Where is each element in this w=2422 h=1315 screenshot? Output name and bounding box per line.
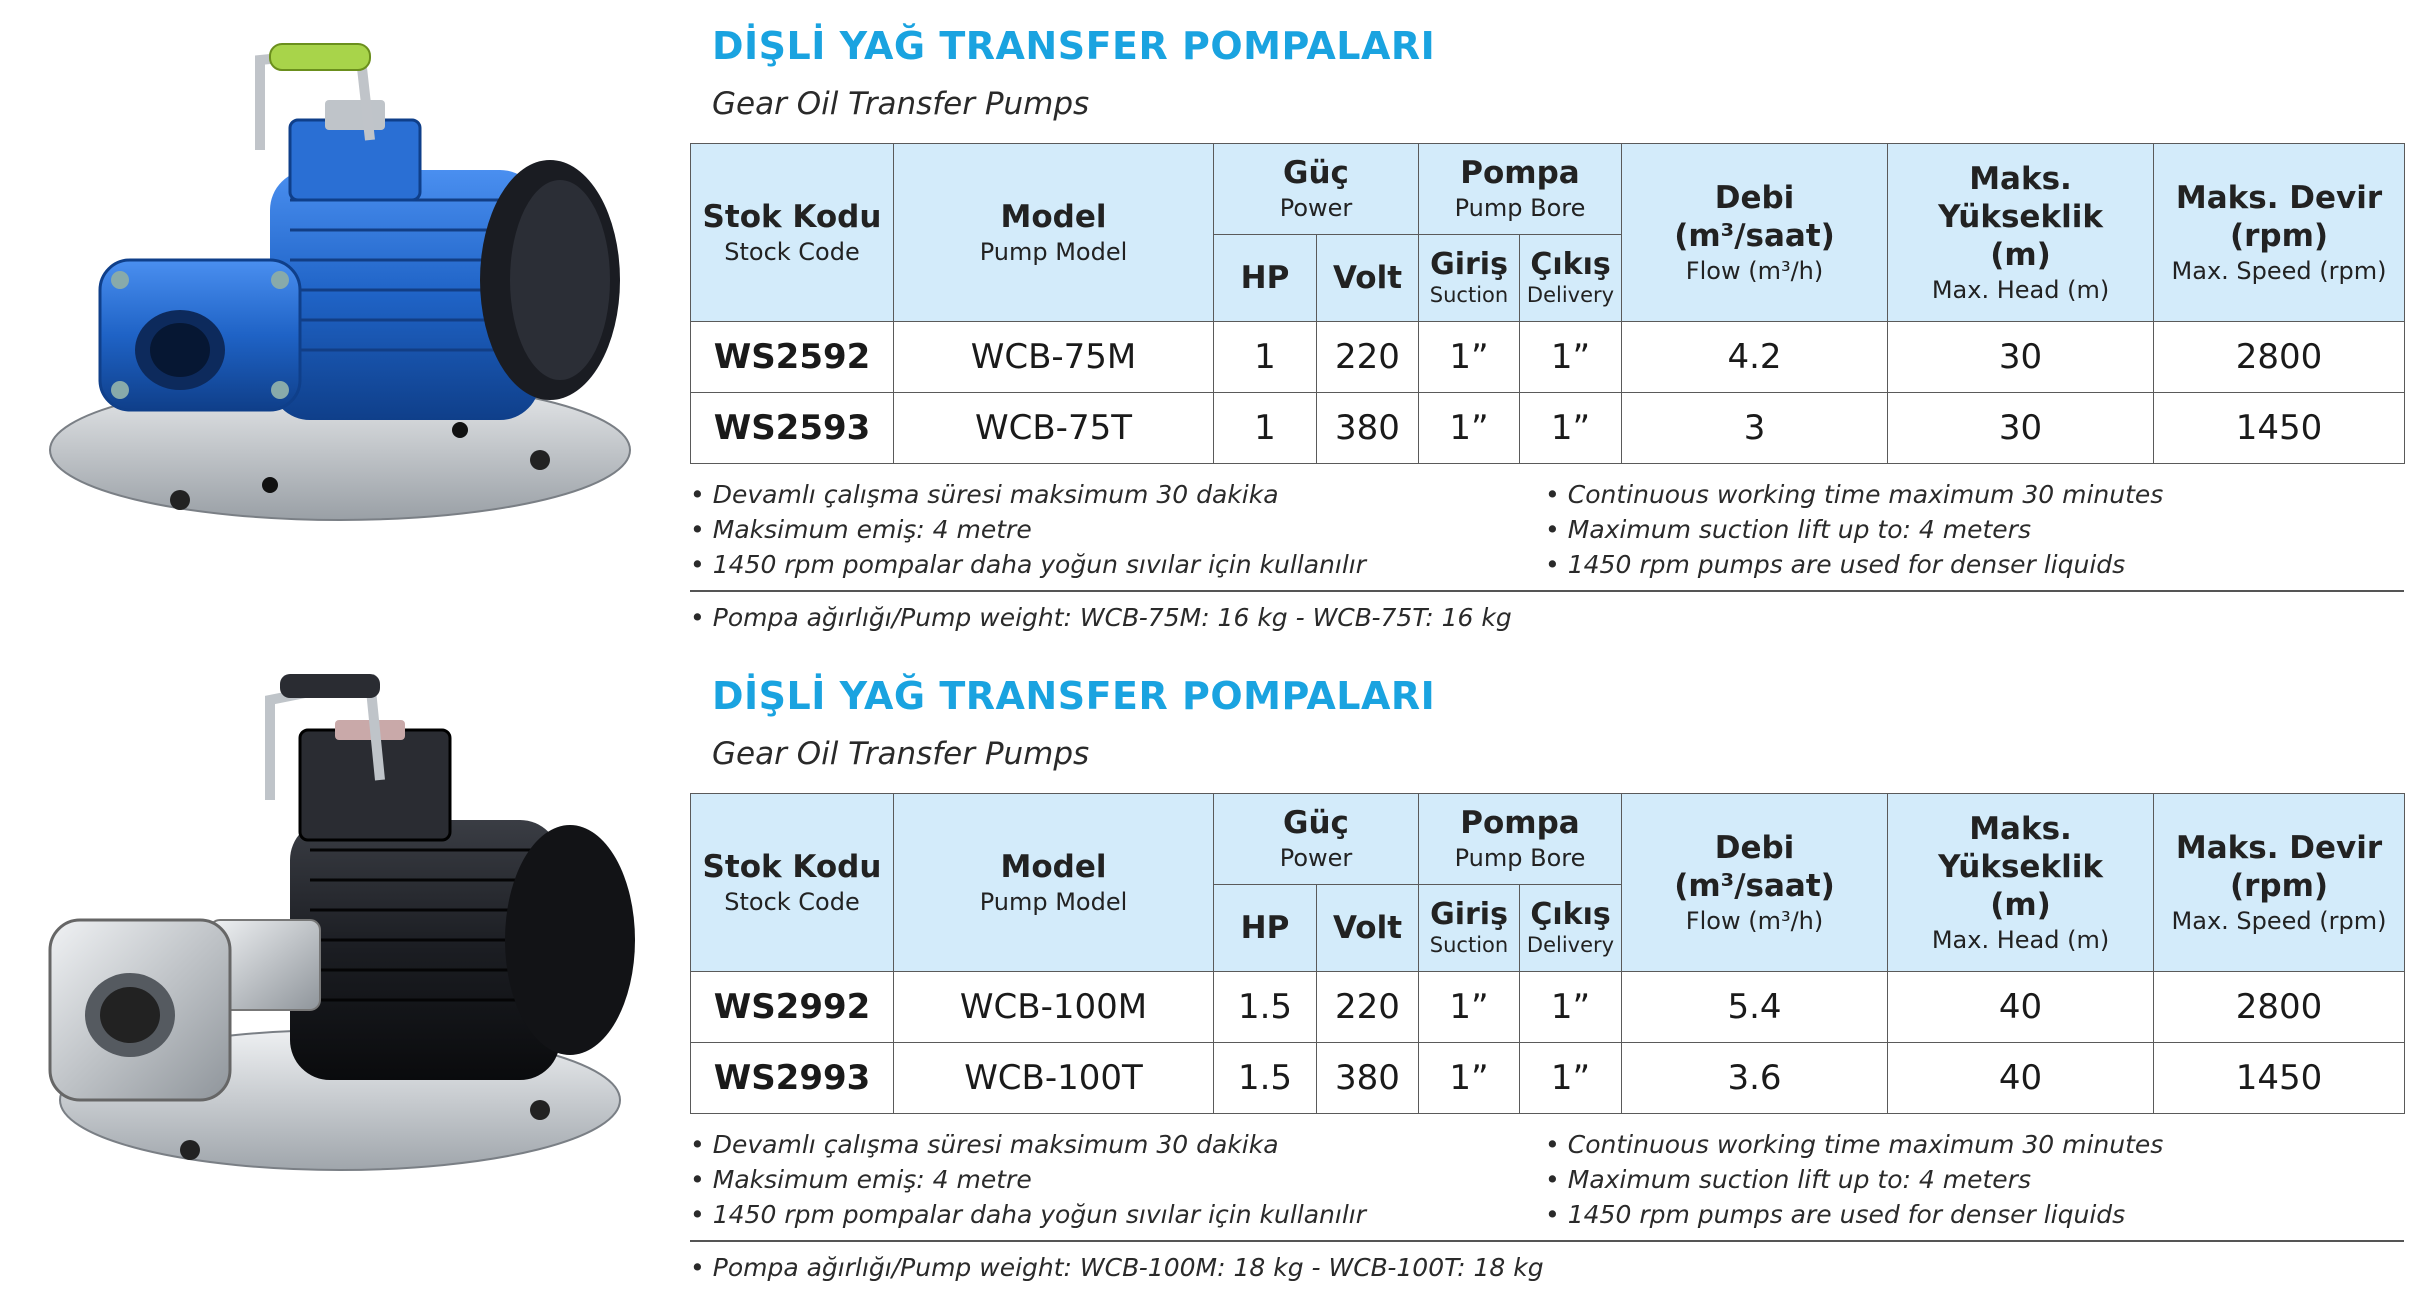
cell-flow: 5.4 [1622,972,1888,1043]
cell-stock-code: WS2993 [691,1043,894,1114]
table-row [691,972,2405,1043]
cell-speed: 1450 [2154,1043,2405,1114]
header-max-speed: Maks. Devir (rpm) Max. Speed (rpm) [2154,794,2405,972]
header-flow: Debi (m³/saat) Flow (m³/h) [1622,794,1888,972]
header-delivery: Çıkış Delivery [1520,885,1622,972]
cell-hp: 1.5 [1214,972,1317,1043]
cell-model: WCB-100T [894,1043,1214,1114]
header-suction: Giriş Suction [1419,885,1520,972]
header-hp: HP [1214,885,1317,972]
note-item: • Maksimum emiş: 4 metre [690,1165,1032,1194]
header-pump-bore: Pompa Pump Bore [1419,794,1622,885]
note-item: • Maximum suction lift up to: 4 meters [1545,1165,2031,1194]
header-max-head: Maks. Yükseklik (m) Max. Head (m) [1888,794,2154,972]
blue-gear-pump-photo [40,30,660,550]
cell-delivery: 1” [1520,972,1622,1043]
section-title: DİŞLİ YAĞ TRANSFER POMPALARI [712,24,1436,68]
cell-model: WCB-75M [894,322,1214,393]
cell-volt: 380 [1317,393,1419,464]
note-item: • 1450 rpm pumps are used for denser liquids [1545,1200,2126,1229]
cell-stock-code: WS2593 [691,393,894,464]
header-delivery: Çıkış Delivery [1520,235,1622,322]
table-row [691,322,2405,393]
header-power: Güç Power [1214,794,1419,885]
table-row [691,1043,2405,1114]
cell-model: WCB-100M [894,972,1214,1043]
cell-delivery: 1” [1520,322,1622,393]
cell-volt: 220 [1317,322,1419,393]
cell-suction: 1” [1419,322,1520,393]
section-subtitle: Gear Oil Transfer Pumps [712,736,1090,772]
cell-head: 30 [1888,322,2154,393]
header-pump-bore: Pompa Pump Bore [1419,144,1622,235]
note-item: • Devamlı çalışma süresi maksimum 30 dakika [690,480,1279,509]
header-hp: HP [1214,235,1317,322]
table-row [691,393,2405,464]
header-suction: Giriş Suction [1419,235,1520,322]
cell-hp: 1 [1214,322,1317,393]
cell-volt: 380 [1317,1043,1419,1114]
cell-volt: 220 [1317,972,1419,1043]
divider [690,590,2404,592]
section-subtitle: Gear Oil Transfer Pumps [712,86,1090,122]
note-item: • Continuous working time maximum 30 minutes [1545,480,2164,509]
cell-suction: 1” [1419,1043,1520,1114]
header-stock-code: Stok Kodu Stock Code [691,794,894,972]
cell-flow: 3.6 [1622,1043,1888,1114]
cell-speed: 1450 [2154,393,2405,464]
note-item: • 1450 rpm pumps are used for denser liquids [1545,550,2126,579]
note-item: • 1450 rpm pompalar daha yoğun sıvılar için kullanılır [690,1200,1366,1229]
cell-flow: 4.2 [1622,322,1888,393]
note-item: • Maximum suction lift up to: 4 meters [1545,515,2031,544]
cell-head: 40 [1888,972,2154,1043]
header-volt: Volt [1317,885,1419,972]
cell-speed: 2800 [2154,322,2405,393]
cell-head: 30 [1888,393,2154,464]
pump-spec-table [690,793,2405,1114]
cell-delivery: 1” [1520,1043,1622,1114]
section-title: DİŞLİ YAĞ TRANSFER POMPALARI [712,674,1436,718]
cell-speed: 2800 [2154,972,2405,1043]
cell-suction: 1” [1419,393,1520,464]
cell-flow: 3 [1622,393,1888,464]
header-max-speed: Maks. Devir (rpm) Max. Speed (rpm) [2154,144,2405,322]
cell-hp: 1 [1214,393,1317,464]
note-item: • Devamlı çalışma süresi maksimum 30 dakika [690,1130,1279,1159]
cell-stock-code: WS2592 [691,322,894,393]
header-flow: Debi (m³/saat) Flow (m³/h) [1622,144,1888,322]
cell-stock-code: WS2992 [691,972,894,1043]
cell-model: WCB-75T [894,393,1214,464]
divider [690,1240,2404,1242]
note-item: • Maksimum emiş: 4 metre [690,515,1032,544]
header-power: Güç Power [1214,144,1419,235]
pump-weight-note: • Pompa ağırlığı/Pump weight: WCB-100M: 18 kg - WCB-100T: 18 kg [690,1253,1544,1282]
cell-hp: 1.5 [1214,1043,1317,1114]
header-model: Model Pump Model [894,144,1214,322]
black-gear-pump-photo [40,670,660,1190]
cell-delivery: 1” [1520,393,1622,464]
note-item: • Continuous working time maximum 30 minutes [1545,1130,2164,1159]
header-max-head: Maks. Yükseklik (m) Max. Head (m) [1888,144,2154,322]
cell-suction: 1” [1419,972,1520,1043]
pump-spec-table [690,143,2405,464]
header-stock-code: Stok Kodu Stock Code [691,144,894,322]
pump-weight-note: • Pompa ağırlığı/Pump weight: WCB-75M: 16 kg - WCB-75T: 16 kg [690,603,1512,632]
header-model: Model Pump Model [894,794,1214,972]
cell-head: 40 [1888,1043,2154,1114]
note-item: • 1450 rpm pompalar daha yoğun sıvılar için kullanılır [690,550,1366,579]
header-volt: Volt [1317,235,1419,322]
